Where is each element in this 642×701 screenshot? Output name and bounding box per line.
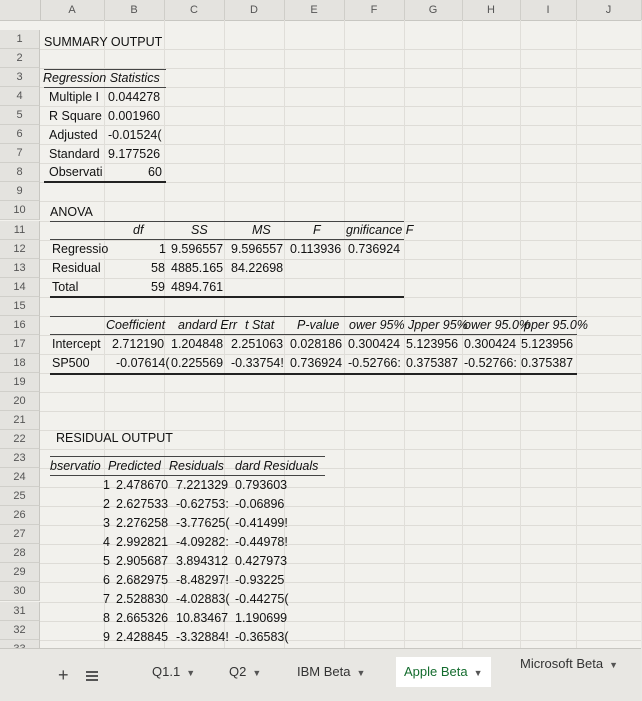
coef-value[interactable]: -0.33754! — [231, 356, 284, 370]
row-header[interactable]: 13 — [0, 259, 40, 278]
coef-value[interactable]: 5.123956 — [521, 337, 574, 351]
tab-q1-1[interactable] — [152, 657, 195, 687]
row-header[interactable]: 29 — [0, 563, 40, 582]
row-header[interactable]: 2 — [0, 49, 40, 68]
coef-header[interactable]: Jpper 95% — [408, 318, 468, 332]
tab-label: Q2 — [229, 664, 247, 679]
coef-value[interactable]: 0.300424 — [464, 337, 517, 351]
reg-stat-label[interactable]: R Square — [49, 109, 102, 123]
residual-std[interactable]: -0.44978! — [235, 535, 288, 549]
residual-std[interactable]: -0.36583( — [235, 630, 289, 644]
row-header[interactable]: 7 — [0, 144, 40, 163]
residual-pred[interactable]: 2.528830 — [116, 592, 169, 606]
row-header[interactable]: 16 — [0, 316, 40, 335]
row-header[interactable]: 1 — [0, 30, 40, 49]
coef-value[interactable]: 0.225569 — [171, 356, 224, 370]
row-header[interactable]: 30 — [0, 582, 40, 601]
coef-header[interactable]: ower 95% — [349, 318, 405, 332]
coef-bottom-rule — [50, 373, 577, 375]
coef-row-label[interactable]: SP500 — [52, 356, 90, 370]
residual-obs[interactable]: 6 — [103, 573, 110, 587]
column-header-j[interactable]: J — [576, 0, 642, 20]
row-header[interactable]: 6 — [0, 125, 40, 144]
column-header-i[interactable]: I — [520, 0, 577, 20]
reg-stat-label[interactable]: Multiple I — [49, 90, 100, 104]
row-header[interactable]: 20 — [0, 392, 40, 411]
chevron-down-icon[interactable]: ▼ — [473, 668, 483, 678]
column-header-a[interactable]: A — [40, 0, 105, 20]
summary-title[interactable]: SUMMARY OUTPUT — [44, 35, 163, 49]
chevron-down-icon[interactable]: ▼ — [356, 668, 366, 678]
residual-res[interactable]: -4.02883( — [176, 592, 230, 606]
anova-sig[interactable]: 0.736924 — [348, 242, 401, 256]
residual-pred[interactable]: 2.478670 — [116, 478, 169, 492]
chevron-down-icon[interactable]: ▼ — [609, 660, 619, 670]
all-sheets-menu-icon[interactable] — [86, 671, 98, 681]
reg-stat-value[interactable]: 9.177526 — [108, 147, 161, 161]
tab-label: IBM Beta — [297, 664, 351, 679]
coef-value[interactable]: 2.712190 — [112, 337, 165, 351]
residual-pred[interactable]: 2.276258 — [116, 516, 169, 530]
row-header[interactable]: 5 — [0, 106, 40, 125]
residual-std[interactable]: -0.41499! — [235, 516, 288, 530]
residual-pred[interactable]: 2.905687 — [116, 554, 169, 568]
row-header[interactable]: 19 — [0, 373, 40, 392]
anova-row-label[interactable]: Regressio — [52, 242, 109, 256]
row-grid-line — [40, 278, 641, 279]
reg-stat-value[interactable]: 0.044278 — [108, 90, 161, 104]
row-header[interactable]: 8 — [0, 163, 40, 182]
residual-std[interactable]: 0.427973 — [235, 554, 288, 568]
row-header[interactable]: 15 — [0, 297, 40, 316]
row-grid-line — [40, 201, 641, 202]
row-header[interactable]: 25 — [0, 487, 40, 506]
residual-res[interactable]: -3.77625( — [176, 516, 230, 530]
coef-value[interactable]: 1.204848 — [171, 337, 224, 351]
column-header-b[interactable]: B — [104, 0, 165, 20]
reg-stat-label[interactable]: Adjusted — [49, 128, 98, 142]
row-header[interactable]: 24 — [0, 468, 40, 487]
column-header-c[interactable]: C — [164, 0, 225, 20]
reg-stat-value[interactable]: 0.001960 — [108, 109, 161, 123]
anova-row-label[interactable]: Total — [52, 280, 79, 294]
anova-header[interactable]: F — [313, 223, 321, 237]
anova-ms[interactable]: 84.22698 — [231, 261, 284, 275]
residual-pred[interactable]: 2.665326 — [116, 611, 169, 625]
tab-q2[interactable] — [229, 657, 261, 687]
anova-row-label[interactable]: Residual — [52, 261, 101, 275]
residual-obs[interactable]: 5 — [103, 554, 110, 568]
residual-obs[interactable]: 9 — [103, 630, 110, 644]
coef-header[interactable]: andard Err — [178, 318, 238, 332]
anova-title[interactable]: ANOVA — [50, 205, 93, 219]
coef-header[interactable]: t Stat — [245, 318, 275, 332]
residual-pred[interactable]: 2.682975 — [116, 573, 169, 587]
column-header-bar — [0, 0, 641, 21]
column-header-h[interactable]: H — [462, 0, 521, 20]
residual-header[interactable]: Residuals — [169, 459, 224, 473]
row-header[interactable]: 11 — [0, 221, 40, 240]
anova-df[interactable]: 59 — [151, 280, 165, 294]
residual-res[interactable]: 7.221329 — [176, 478, 229, 492]
residual-obs[interactable]: 2 — [103, 497, 110, 511]
reg-stat-label[interactable]: Observati — [49, 165, 103, 179]
residual-std[interactable]: 1.190699 — [235, 611, 288, 625]
reg-stat-value[interactable]: 60 — [148, 165, 162, 179]
residual-header[interactable]: Predicted — [108, 459, 161, 473]
sheet-tab-bar — [0, 648, 641, 701]
residual-res[interactable]: 3.894312 — [176, 554, 229, 568]
anova-header[interactable]: SS — [191, 223, 208, 237]
column-header-f[interactable]: F — [344, 0, 405, 20]
select-all-corner[interactable] — [0, 0, 41, 20]
row-grid-line — [40, 163, 641, 164]
coef-header[interactable]: pper 95.0% — [524, 318, 588, 332]
residual-std[interactable]: -0.44275( — [235, 592, 289, 606]
coef-value[interactable]: 0.300424 — [348, 337, 401, 351]
anova-ms[interactable]: 9.596557 — [231, 242, 284, 256]
coef-value[interactable]: -0.07614( — [116, 356, 170, 370]
row-grid-line — [40, 259, 641, 260]
coef-header[interactable]: Coefficient — [106, 318, 166, 332]
tab-microsoft-beta[interactable] — [520, 649, 618, 679]
residual-obs[interactable]: 1 — [103, 478, 110, 492]
row-header[interactable]: 32 — [0, 621, 40, 640]
tab-label: Apple Beta — [404, 664, 468, 679]
anova-ss[interactable]: 4885.165 — [171, 261, 224, 275]
chevron-down-icon[interactable]: ▼ — [252, 668, 262, 678]
coef-header[interactable]: ower 95.0% — [464, 318, 531, 332]
anova-header[interactable]: df — [133, 223, 144, 237]
coef-value[interactable]: 5.123956 — [406, 337, 459, 351]
residual-obs[interactable]: 7 — [103, 592, 110, 606]
row-header[interactable]: 21 — [0, 411, 40, 430]
row-header[interactable]: 31 — [0, 602, 40, 621]
residual-obs[interactable]: 3 — [103, 516, 110, 530]
column-header-e[interactable]: E — [284, 0, 345, 20]
residual-std[interactable]: 0.793603 — [235, 478, 288, 492]
residual-std[interactable]: -0.06896 — [235, 497, 285, 511]
anova-ss[interactable]: 9.596557 — [171, 242, 224, 256]
anova-f[interactable]: 0.113936 — [290, 242, 342, 256]
row-header[interactable]: 9 — [0, 182, 40, 201]
reg-stats-title[interactable]: Regression Statistics — [43, 71, 160, 85]
anova-bottom-rule — [50, 296, 404, 298]
coef-value[interactable]: 0.375387 — [406, 356, 459, 370]
column-header-g[interactable]: G — [404, 0, 463, 20]
row-grid-line — [40, 182, 641, 183]
row-header[interactable]: 26 — [0, 506, 40, 525]
residual-obs[interactable]: 8 — [103, 611, 110, 625]
residual-pred[interactable]: 2.428845 — [116, 630, 169, 644]
residual-header[interactable]: bservatio — [50, 459, 101, 473]
row-header[interactable]: 10 — [0, 201, 40, 220]
coef-value[interactable]: 0.736924 — [290, 356, 343, 370]
row-header[interactable]: 4 — [0, 87, 40, 106]
row-header[interactable]: 22 — [0, 430, 40, 449]
tab-ibm-beta[interactable] — [297, 657, 365, 687]
coef-header[interactable]: P-value — [297, 318, 340, 332]
row-header[interactable]: 3 — [0, 68, 40, 87]
tab-label: Q1.1 — [152, 664, 181, 679]
add-sheet-button[interactable]: + — [58, 665, 69, 685]
coef-value[interactable]: -0.52766: — [348, 356, 401, 370]
reg-stat-value[interactable]: -0.01524( — [108, 128, 162, 142]
row-grid-line — [40, 392, 641, 393]
residual-res[interactable]: 10.83467 — [176, 611, 229, 625]
row-grid-line — [40, 449, 641, 450]
residual-pred[interactable]: 2.627533 — [116, 497, 169, 511]
anova-header[interactable]: gnificance F — [346, 223, 414, 237]
residual-res[interactable]: -3.32884! — [176, 630, 229, 644]
row-grid-line — [40, 411, 641, 412]
residual-res[interactable]: -0.62753: — [176, 497, 229, 511]
anova-df[interactable]: 1 — [159, 242, 166, 256]
row-header[interactable]: 18 — [0, 354, 40, 373]
tab-label: Microsoft Beta — [520, 656, 604, 671]
coef-value[interactable]: 0.028186 — [290, 337, 343, 351]
row-header[interactable]: 23 — [0, 449, 40, 468]
row-header[interactable]: 17 — [0, 335, 40, 354]
residual-title[interactable]: RESIDUAL OUTPUT — [56, 431, 173, 445]
residual-std[interactable]: -0.93225 — [235, 573, 285, 587]
coef-row-label[interactable]: Intercept — [52, 337, 101, 351]
row-header[interactable]: 14 — [0, 278, 40, 297]
anova-ss[interactable]: 4894.761 — [171, 280, 224, 294]
coef-value[interactable]: 0.375387 — [521, 356, 574, 370]
reg-stats-bottom-rule — [44, 181, 166, 183]
row-header[interactable]: 27 — [0, 525, 40, 544]
reg-stat-label[interactable]: Standard — [49, 147, 100, 161]
residual-obs[interactable]: 4 — [103, 535, 110, 549]
tab-apple-beta[interactable] — [396, 657, 491, 687]
column-header-d[interactable]: D — [224, 0, 285, 20]
coef-value[interactable]: -0.52766: — [464, 356, 517, 370]
chevron-down-icon[interactable]: ▼ — [186, 668, 196, 678]
anova-header[interactable]: MS — [252, 223, 271, 237]
residual-pred[interactable]: 2.992821 — [116, 535, 169, 549]
row-header[interactable]: 12 — [0, 240, 40, 259]
residual-res[interactable]: -8.48297! — [176, 573, 229, 587]
residual-res[interactable]: -4.09282: — [176, 535, 229, 549]
anova-df[interactable]: 58 — [151, 261, 165, 275]
coef-value[interactable]: 2.251063 — [231, 337, 284, 351]
row-header[interactable]: 28 — [0, 544, 40, 563]
residual-header[interactable]: dard Residuals — [235, 459, 319, 473]
